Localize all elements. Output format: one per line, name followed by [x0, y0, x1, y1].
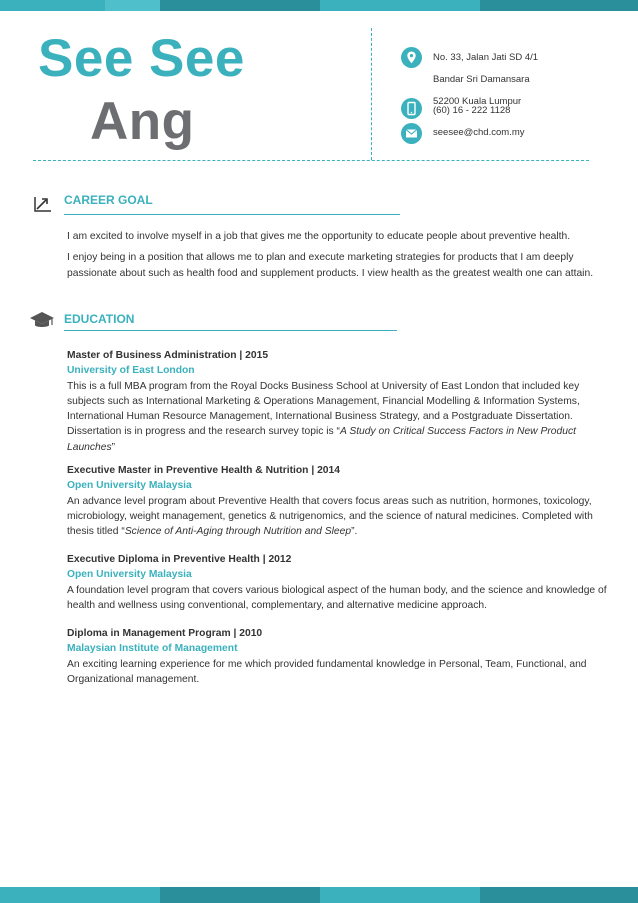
email-address: seesee@chd.com.my: [433, 127, 525, 138]
education-title: EDUCATION: [64, 312, 135, 326]
degree-description: A foundation level program that covers various biological aspect of the human body, and the science and knowledge of health and wellness using conventional, complementary, and alternative medicine approach.: [67, 584, 607, 611]
degree-description: This is a full MBA program from the Royal Docks Business School at University of East London that included key subjects such as International Marketing & Operations Management, Financial Modelling & Information Systems, International Human Resource Management, International Business Strategy, and a Postgraduate Dissertation. Dissertation is in progress and the research survey topic is “A Study on Critical Success Factors in New Product Launches”: [67, 380, 580, 453]
top-color-bar: [0, 0, 638, 11]
degree-description: An advance level program about Preventive Health that covers focus areas such as nutrition, hormones, toxicology, microbiology, weight management, genetics & nutrigenomics, and the science of natural medicines. Completed with thesis titled “Science of Anti-Aging through Nutrition and Sleep”.: [67, 495, 593, 538]
education-entry: [67, 552, 607, 613]
first-name: See See: [38, 29, 245, 88]
phone-number: (60) 16 - 222 1128: [433, 105, 511, 116]
graduation-cap-icon: [29, 310, 55, 337]
email-icon: [401, 123, 422, 144]
degree-title: Executive Master in Preventive Health & Nutrition | 2014: [67, 465, 340, 476]
institution-name: Malaysian Institute of Management: [67, 643, 238, 655]
career-goal-title: CAREER GOAL: [64, 193, 153, 207]
mobile-phone-icon: [401, 98, 422, 119]
institution-name: Open University Malaysia: [67, 569, 192, 581]
address-line-2: Bandar Sri Damansara: [433, 74, 530, 85]
last-name: Ang: [90, 92, 195, 151]
degree-title: Diploma in Management Program | 2010: [67, 628, 263, 639]
career-goal-paragraph-1: I am excited to involve myself in a job that gives me the opportunity to educate people about preventive health.: [67, 231, 571, 242]
institution-name: Open University Malaysia: [67, 480, 192, 492]
chart-up-icon: [33, 194, 53, 219]
degree-description: An exciting learning experience for me which provided fundamental knowledge in Personal, Team, Functional, and Organizational management.: [67, 658, 587, 685]
header-vertical-divider: [371, 28, 372, 160]
education-entry: [67, 348, 607, 455]
degree-title: Master of Business Administration | 2015: [67, 350, 269, 361]
education-entry: [67, 626, 607, 687]
institution-name: University of East London: [67, 365, 195, 377]
career-goal-underline: [64, 214, 400, 215]
education-underline: [64, 330, 397, 331]
degree-title: Executive Diploma in Preventive Health | 2012: [67, 554, 292, 565]
bottom-color-bar: [0, 887, 638, 903]
career-goal-paragraph-2: I enjoy being in a position that allows me to plan and execute marketing strategies for products that I am deeply passionate about such as health food and supplement products. I view health as the greatest wealth one can attain.: [67, 252, 594, 279]
header-horizontal-divider: [33, 160, 589, 161]
address-line-3: 52200 Kuala Lumpur: [433, 96, 522, 107]
location-pin-icon: [401, 47, 422, 68]
address-line-1: No. 33, Jalan Jati SD 4/1: [433, 52, 539, 63]
education-entry: [67, 463, 607, 539]
